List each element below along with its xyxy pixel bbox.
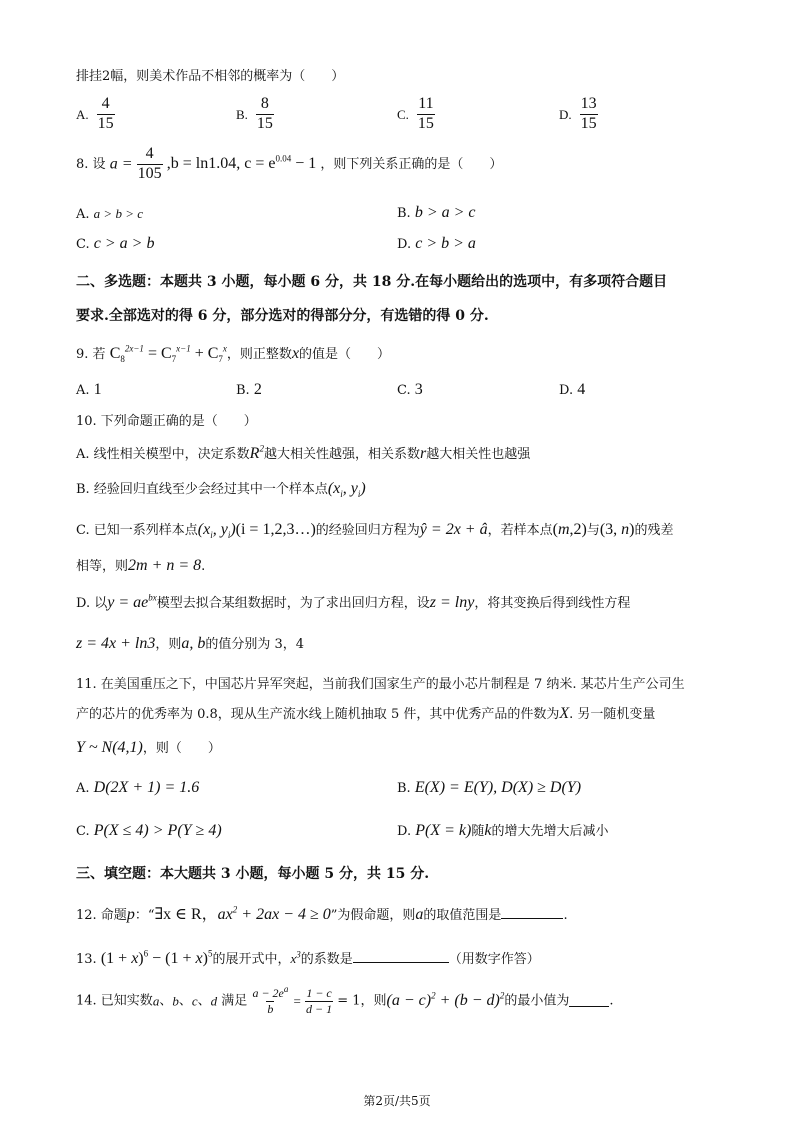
q8-option-b[interactable] xyxy=(397,205,476,221)
var-c: c xyxy=(191,993,198,1009)
q10-option-b[interactable] xyxy=(76,480,366,500)
q9-tail: ，则正整数 xyxy=(226,347,292,362)
option-label: A. xyxy=(76,207,90,222)
option-fraction xyxy=(580,96,598,133)
option-label: B. xyxy=(236,106,248,122)
option-label: D. xyxy=(559,106,572,122)
q8-stem xyxy=(76,146,502,183)
fraction-2 xyxy=(305,987,333,1015)
distribution-y: Y ~ N(4,1) xyxy=(76,739,143,756)
option-text: P(X ≤ 4) > P(Y ≥ 4) xyxy=(93,822,222,839)
option-text: b > a > c xyxy=(414,204,476,221)
numerator: 4 xyxy=(101,95,110,112)
fraction-1 xyxy=(251,984,289,1016)
point-m2: (m,2) xyxy=(552,521,587,538)
q10-b-text: B. 经验回归直线至少会经过其中一个样本点 xyxy=(76,482,328,497)
option-text: 4 xyxy=(577,381,586,398)
q12-stem xyxy=(76,904,568,923)
q8-expr-main: ,b = ln1.04, c = e xyxy=(166,155,276,173)
quantifier: ∃x ∈ R， xyxy=(154,906,218,923)
numerator: 8 xyxy=(260,95,269,112)
option-label: D. xyxy=(397,237,412,252)
var-r: r xyxy=(419,445,427,462)
sample-point: ($x_i$, $y_i$) xyxy=(197,521,236,541)
q10-a-text1: A. 线性相关模型中，决定系数 xyxy=(76,447,250,462)
option-label: D. xyxy=(559,383,574,398)
period: . xyxy=(201,559,206,574)
q9-stem xyxy=(76,343,391,365)
var-p: p xyxy=(126,906,135,923)
q10-d-text4: ，将其变换后得到线性方程 xyxy=(474,596,631,611)
q9-lead: 9. 若 xyxy=(76,347,106,362)
expression: $(1 + x)^6 - (1 + x)^5$ xyxy=(100,948,213,967)
numerator: 4 xyxy=(145,145,154,162)
separator: 、 xyxy=(178,993,192,1009)
option-fraction xyxy=(97,96,115,133)
denominator: 15 xyxy=(580,114,597,132)
numerator: $a - 2e^a$ xyxy=(252,984,289,1000)
q8-tail: ，则下列关系正确的是（ ） xyxy=(320,156,503,172)
q7-option-c[interactable] xyxy=(397,96,435,133)
q11-line1: 11. 在美国重压之下，中国芯片异军突起，当前我们国家生产的最小芯片制程是 7 纳米. 某芯片生产公司生 xyxy=(76,677,685,692)
q11-option-d[interactable] xyxy=(397,823,608,839)
denominator: 15 xyxy=(417,114,434,132)
q10-c-text5: 与 xyxy=(586,523,600,538)
page-footer: 第2页/共5页 xyxy=(363,1094,431,1108)
separator: 、 xyxy=(159,993,173,1009)
q10-d-text2: 模型去拟合某组数据时，为了求出回归方程，设 xyxy=(156,596,430,611)
option-label: C. xyxy=(397,383,411,398)
option-label: C. xyxy=(397,106,409,122)
option-label: A. xyxy=(76,383,90,398)
var-k: k xyxy=(484,822,492,839)
q12-lead: 12. 命题 xyxy=(76,908,127,923)
q10-a-text3: 越大相关性也越强 xyxy=(426,447,531,462)
q14-lead: 14. 已知实数 xyxy=(76,993,153,1009)
q10-stem: 10. 下列命题正确的是（ ） xyxy=(76,414,257,429)
denominator: 105 xyxy=(137,164,162,182)
q9-option-c[interactable] xyxy=(397,382,423,398)
separator: 、 xyxy=(197,993,211,1009)
numerator: 1 − c xyxy=(306,986,332,1000)
option-text: c > b > a xyxy=(415,235,476,252)
point-3n: (3, n) xyxy=(599,521,635,538)
equals: = xyxy=(293,993,301,1009)
option-text3: 的增大先增大后减小 xyxy=(491,824,609,839)
q10-d-text8: 的值分别为 3，4 xyxy=(205,637,305,652)
q7-option-d[interactable] xyxy=(559,96,598,133)
var-b: b xyxy=(172,993,179,1009)
var-a: a = xyxy=(109,155,133,173)
section-3-heading: 三、填空题：本大题共 3 小题，每小题 5 分，共 15 分. xyxy=(76,866,430,882)
option-text: 1 xyxy=(93,381,102,398)
option-label: B. xyxy=(236,383,250,398)
q9-option-a[interactable] xyxy=(76,382,102,398)
q9-equation: $C_8^{2x-1} = C_7^{x-1} + C_7^x$ xyxy=(109,343,227,365)
option-text: E(X) = E(Y), D(X) ≥ D(Y) xyxy=(414,779,582,796)
q11-option-a[interactable] xyxy=(76,780,199,796)
q14-mid: 满足 xyxy=(221,993,248,1009)
section-2-heading-line1: 二、多选题：本题共 3 小题，每小题 6 分，共 18 分.在每小题给出的选项中，有多项符合题目 xyxy=(76,274,668,290)
q13-mid: 的展开式中， xyxy=(212,952,291,967)
q11-option-b[interactable] xyxy=(397,780,581,796)
q7-stem: 排挂2幅，则美术作品不相邻的概率为（ ） xyxy=(76,69,345,84)
q10-c-text1: C. 已知一系列样本点 xyxy=(76,523,198,538)
q8-expr xyxy=(167,155,316,172)
q7-option-a[interactable] xyxy=(76,96,115,133)
q10-a-text2: 越大相关性越强，相关系数 xyxy=(263,447,420,462)
var-X: X xyxy=(559,705,570,722)
var-d: d xyxy=(210,993,218,1009)
denominator: b xyxy=(267,1001,274,1016)
q10-option-c[interactable] xyxy=(76,521,674,541)
q10-c-text7: 相等，则 xyxy=(76,559,129,574)
q9-tail2: 的值是（ ） xyxy=(299,347,391,362)
q10-option-a[interactable] xyxy=(76,443,531,462)
q8-expr-tail: − 1 xyxy=(291,155,317,173)
option-text: D(2X + 1) = 1.6 xyxy=(93,779,200,796)
q9-option-d[interactable] xyxy=(559,382,585,398)
q11-line3 xyxy=(76,740,221,756)
distance-expr: $(a - c)^2 + (b - d)^2$ xyxy=(386,990,505,1010)
term-x3: $x^3$ xyxy=(290,949,301,966)
option-text: a > b > c xyxy=(93,206,143,221)
option-label: C. xyxy=(76,824,90,839)
q14-eq: = 1，则 xyxy=(337,993,387,1009)
option-text2: 随 xyxy=(471,824,485,839)
q10-d-text1: D. 以 xyxy=(76,596,108,611)
q13-mid2: 的系数是 xyxy=(300,952,353,967)
q8-fraction xyxy=(137,146,163,183)
q10-c-text6: 的残差 xyxy=(634,523,674,538)
denominator: 15 xyxy=(256,114,273,132)
index-range: (i = 1,2,3…) xyxy=(235,521,316,538)
section-2-heading-line2: 要求.全部选对的得 6 分，部分选对的得部分分，有选错的得 0 分. xyxy=(76,308,489,324)
answer-blank[interactable] xyxy=(501,908,563,919)
period: . xyxy=(563,908,568,923)
q8-option-a[interactable] xyxy=(76,207,143,221)
q11-line2 xyxy=(76,706,655,722)
q10-option-d-line2 xyxy=(76,636,304,652)
q10-option-d[interactable] xyxy=(76,592,631,611)
option-label: D. xyxy=(397,824,412,839)
q13-tail: （用数字作答） xyxy=(448,952,540,967)
q10-c-text3: 的经验回归方程为 xyxy=(315,523,420,538)
q11-option-c[interactable] xyxy=(76,823,222,839)
option-text: c > a > b xyxy=(93,235,155,252)
q10-c-text4: ，若样本点 xyxy=(487,523,553,538)
q14-stem xyxy=(76,984,614,1016)
r-squared: $R^2$ xyxy=(249,443,264,462)
exponent: 0.04 xyxy=(275,153,292,164)
q8-option-d[interactable] xyxy=(397,236,476,252)
model-eq: $y = ae^{bx}$ xyxy=(107,592,157,611)
sample-point: ($x_i$, $y_i$) xyxy=(327,480,366,500)
vars-ab: a, b xyxy=(181,635,206,652)
option-label: A. xyxy=(76,106,89,122)
inequality: $ax^2 + 2ax - 4 \ge 0$ xyxy=(217,904,331,923)
option-label: B. xyxy=(397,206,411,221)
substitution-eq: z = lny xyxy=(429,594,475,611)
q11-line2-text: 产的芯片的优秀率为 0.8，现从生产流水线上随机抽取 5 件，其中优秀产品的件数为 xyxy=(76,707,560,722)
q14-tail: 的最小值为 xyxy=(504,993,570,1009)
option-label: A. xyxy=(76,781,90,796)
q12-end: ”为假命题，则 xyxy=(330,908,416,923)
q11-line3-tail: ，则（ ） xyxy=(142,741,221,756)
q12-quote: ：“ xyxy=(134,908,155,923)
regression-eq: ŷ = 2x + â xyxy=(419,521,488,538)
q9-option-b[interactable] xyxy=(236,382,262,398)
q12-end2: 的取值范围是 xyxy=(423,908,502,923)
denominator: d − 1 xyxy=(306,1001,333,1016)
numerator: 11 xyxy=(418,95,434,112)
numerator: 13 xyxy=(580,95,597,112)
var-a: a xyxy=(415,906,424,923)
var-a: a xyxy=(152,993,160,1009)
denominator: 15 xyxy=(97,114,114,132)
option-fraction xyxy=(417,96,435,133)
answer-blank[interactable] xyxy=(353,952,449,963)
q11-line2-tail: . 另一随机变量 xyxy=(569,707,656,722)
linear-eq: z = 4x + ln3 xyxy=(76,635,156,652)
answer-blank[interactable] xyxy=(569,996,609,1007)
option-label: B. xyxy=(397,781,411,796)
period: . xyxy=(609,993,614,1009)
q13-lead: 13. xyxy=(76,952,97,967)
option-text: 3 xyxy=(414,381,423,398)
equation-2m-n: 2m + n = 8 xyxy=(128,557,202,574)
q8-lead: 8. 设 xyxy=(76,156,106,172)
var-x: x xyxy=(291,345,300,362)
q7-option-b[interactable] xyxy=(236,96,274,133)
option-label: C. xyxy=(76,237,90,252)
q8-option-c[interactable] xyxy=(76,236,154,252)
option-expr: P(X = k) xyxy=(415,822,472,839)
option-text: 2 xyxy=(253,381,262,398)
q10-option-c-line2 xyxy=(76,558,205,574)
q10-d-text6: ，则 xyxy=(155,637,182,652)
q13-stem xyxy=(76,948,540,967)
option-fraction xyxy=(256,96,274,133)
